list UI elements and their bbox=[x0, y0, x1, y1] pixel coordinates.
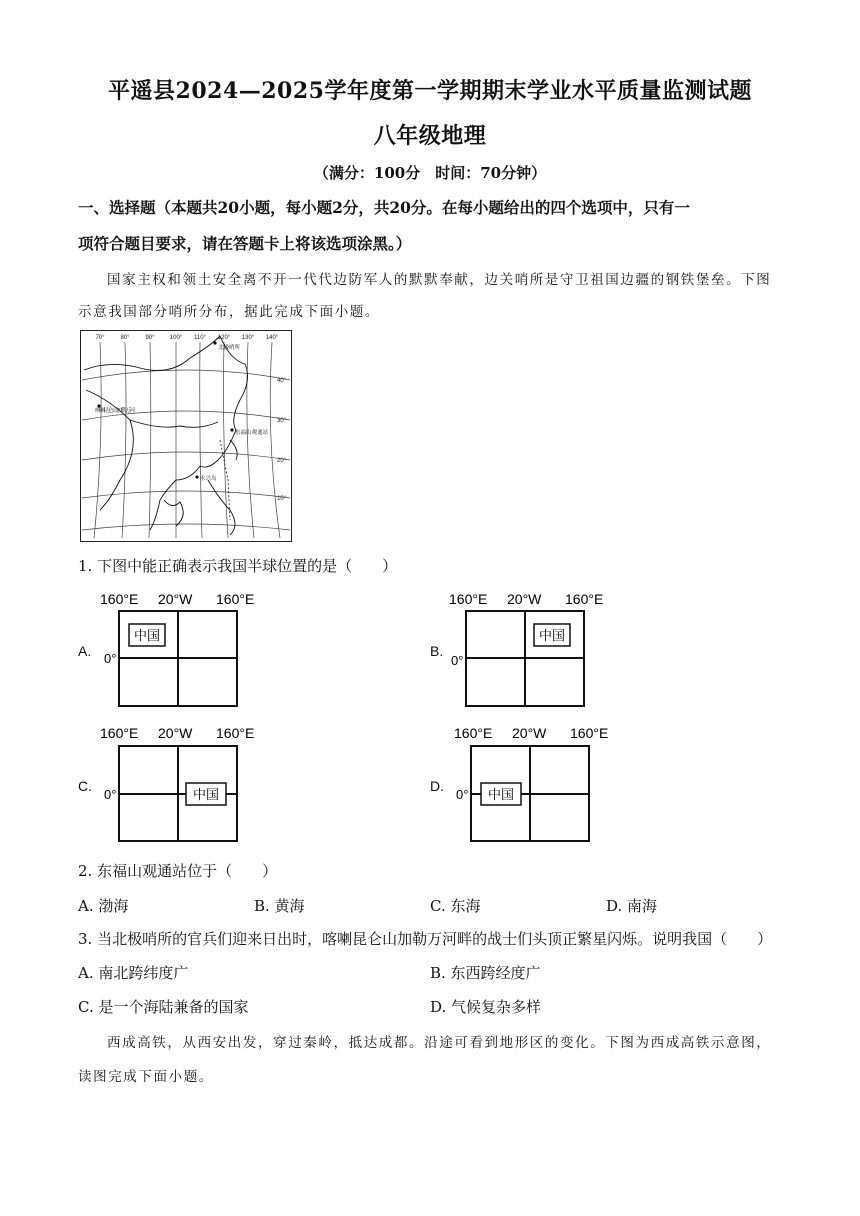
intro1-line2: 示意我国部分哨所分布，据此完成下面小题。 bbox=[78, 304, 380, 320]
place-karakoram: 喀喇昆仑山加勒万河 bbox=[95, 408, 135, 414]
q2-option-d[interactable]: D. 南海 bbox=[606, 897, 658, 915]
equator-label: 0° bbox=[456, 787, 469, 802]
lon-label-left: 160°E bbox=[100, 591, 139, 607]
outpost-map bbox=[80, 330, 292, 542]
q1-option-b-diagram[interactable] bbox=[445, 588, 605, 712]
q3-option-a[interactable]: A. 南北跨纬度广 bbox=[78, 964, 189, 982]
outpost-marker bbox=[230, 428, 233, 431]
q1-option-b-letter[interactable]: B. bbox=[430, 643, 444, 659]
map-lon-label: 90° bbox=[145, 335, 155, 341]
place-dongfushan: 东福山观通站 bbox=[235, 430, 269, 436]
place-north-outpost: 北极哨所 bbox=[218, 345, 241, 351]
map-lon-label: 80° bbox=[120, 335, 130, 341]
map-lon-label: 110° bbox=[194, 335, 206, 341]
q1-option-c-letter[interactable]: C. bbox=[78, 778, 92, 794]
map-lon-label: 100° bbox=[169, 335, 183, 341]
china-label: 中国 bbox=[538, 628, 566, 643]
lon-label-left: 160°E bbox=[100, 725, 139, 741]
map-lat-label: 10° bbox=[277, 496, 287, 502]
intro2-line2: 读图完成下面小题。 bbox=[78, 1069, 214, 1085]
equator-label: 0° bbox=[104, 787, 117, 802]
lon-label-right: 160°E bbox=[216, 725, 255, 741]
map-lat-label: 40° bbox=[277, 378, 287, 384]
q1-option-d-diagram[interactable] bbox=[450, 722, 610, 846]
china-label: 中国 bbox=[192, 787, 220, 802]
lon-label-right: 160°E bbox=[565, 591, 604, 607]
q3-option-d[interactable]: D. 气候复杂多样 bbox=[430, 998, 542, 1016]
outpost-marker bbox=[195, 475, 198, 478]
q2-option-c[interactable]: C. 东海 bbox=[430, 897, 481, 915]
section-heading-line1: 一、选择题（本题共20小题，每小题2分，共20分。在每小题给出的四个选项中，只有一 bbox=[78, 198, 690, 217]
q1-stem: 1. 下图中能正确表示我国半球位置的是（ ） bbox=[78, 557, 398, 575]
intro1-line1: 国家主权和领土安全离不开一代代边防军人的默默奉献，边关哨所是守卫祖国边疆的钢铁堡垒。下图 bbox=[107, 272, 772, 288]
equator-label: 0° bbox=[451, 653, 464, 668]
section-heading-line2: 项符合题目要求，请在答题卡上将该选项涂黑。） bbox=[78, 234, 412, 253]
china-label: 中国 bbox=[487, 787, 515, 802]
q3-option-b[interactable]: B. 东西跨经度广 bbox=[430, 964, 541, 982]
q1-option-a-letter[interactable]: A. bbox=[78, 643, 92, 659]
lon-label-mid: 20°W bbox=[512, 725, 547, 741]
lon-label-right: 160°E bbox=[570, 725, 609, 741]
exam-meta: （满分：100分 时间：70分钟） bbox=[313, 164, 547, 182]
q1-option-a-diagram[interactable] bbox=[96, 588, 255, 712]
q3-stem: 3. 当北极哨所的官兵们迎来日出时，喀喇昆仑山加勒万河畔的战士们头顶正繁星闪烁。说明我国（ ） bbox=[78, 930, 773, 948]
page-title: 平遥县2024—2025学年度第一学期期末学业水平质量监测试题 bbox=[108, 78, 752, 104]
lon-label-right: 160°E bbox=[216, 591, 255, 607]
lon-label-mid: 20°W bbox=[158, 591, 193, 607]
q2-option-a[interactable]: A. 渤海 bbox=[78, 897, 129, 915]
lon-label-left: 160°E bbox=[454, 725, 493, 741]
q1-option-d-letter[interactable]: D. bbox=[430, 778, 444, 794]
map-lon-label: 140° bbox=[265, 335, 279, 341]
map-lat-label: 20° bbox=[277, 458, 287, 464]
lon-label-mid: 20°W bbox=[507, 591, 542, 607]
q2-option-b[interactable]: B. 黄海 bbox=[254, 897, 305, 915]
lon-label-left: 160°E bbox=[449, 591, 488, 607]
outpost-marker bbox=[213, 341, 216, 344]
q3-option-c[interactable]: C. 是一个海陆兼备的国家 bbox=[78, 998, 249, 1016]
map-lon-label: 130° bbox=[241, 335, 255, 341]
intro2-line1: 西成高铁，从西安出发，穿过秦岭，抵达成都。沿途可看到地形区的变化。下图为西成高铁示意图， bbox=[107, 1035, 772, 1051]
place-yongxing: 永兴岛 bbox=[200, 476, 217, 482]
lon-label-mid: 20°W bbox=[158, 725, 193, 741]
q1-option-c-diagram[interactable] bbox=[96, 722, 256, 846]
map-lon-label: 70° bbox=[95, 335, 105, 341]
equator-label: 0° bbox=[104, 651, 117, 666]
map-lat-label: 30° bbox=[277, 418, 287, 424]
q2-stem: 2. 东福山观通站位于（ ） bbox=[78, 862, 278, 880]
page-subtitle: 八年级地理 bbox=[373, 123, 487, 149]
map-lon-label: 120° bbox=[217, 335, 231, 341]
china-label: 中国 bbox=[133, 628, 161, 643]
